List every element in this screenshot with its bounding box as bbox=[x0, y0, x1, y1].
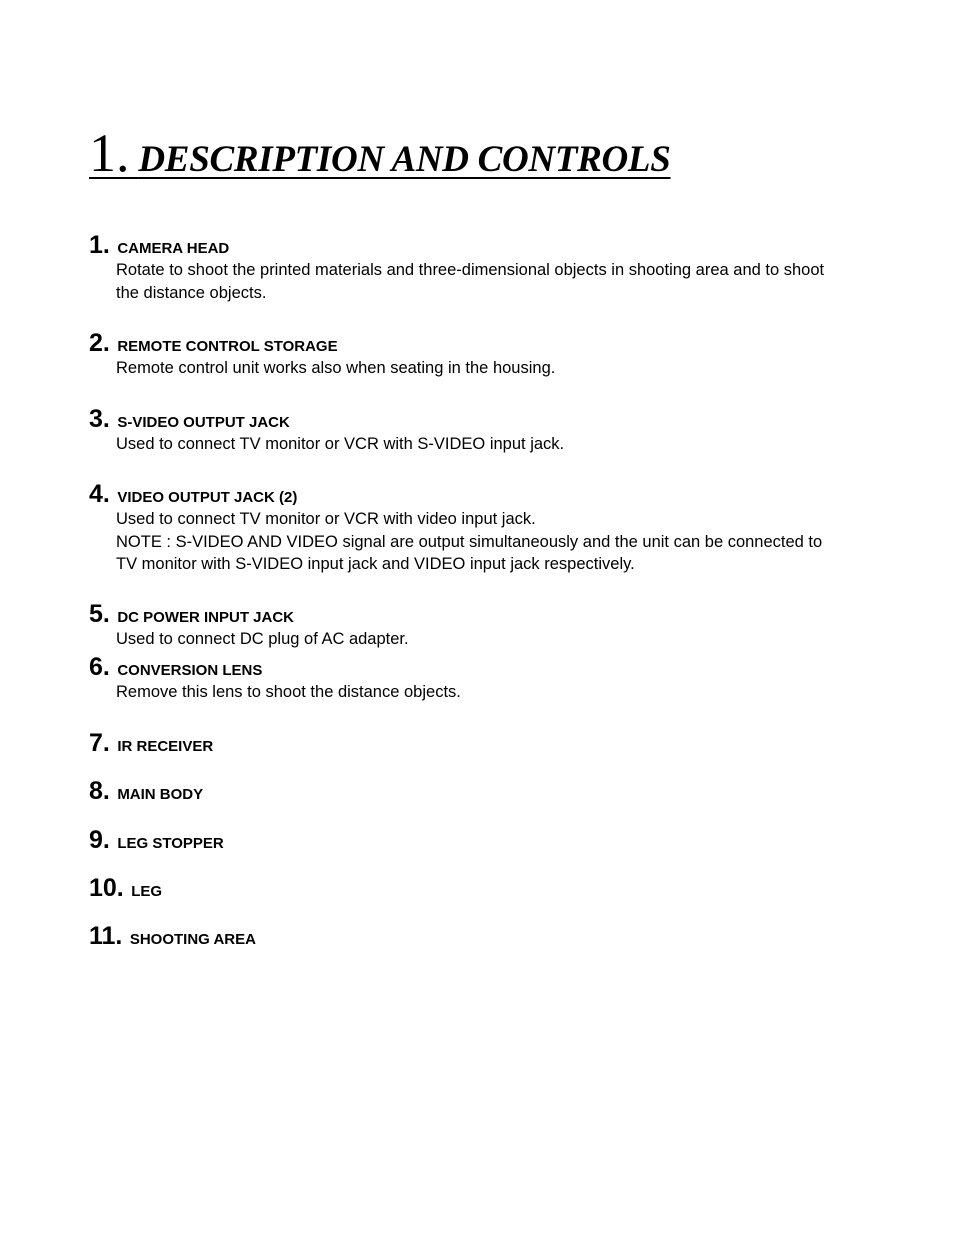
item-label: CAMERA HEAD bbox=[117, 240, 230, 257]
item-number: 10. bbox=[89, 874, 124, 902]
list-item-ir-receiver bbox=[89, 729, 869, 757]
description-line: Remove this lens to shoot the distance objects. bbox=[116, 683, 461, 701]
item-number: 3. bbox=[89, 405, 110, 433]
item-number: 6. bbox=[89, 653, 110, 681]
item-number: 5. bbox=[89, 600, 110, 628]
description-line: Used to connect DC plug of AC adapter. bbox=[116, 630, 409, 648]
item-label: LEG STOPPER bbox=[117, 835, 224, 852]
description-line: the distance objects. bbox=[116, 283, 267, 302]
item-label: REMOTE CONTROL STORAGE bbox=[117, 338, 338, 355]
item-label: LEG bbox=[131, 883, 163, 900]
list-item-video-output-jack bbox=[89, 480, 869, 576]
item-label: SHOOTING AREA bbox=[129, 931, 256, 948]
item-number: 4. bbox=[89, 480, 110, 508]
item-description bbox=[116, 508, 869, 576]
title-text: DESCRIPTION AND CONTROLS bbox=[138, 139, 671, 180]
item-description bbox=[116, 628, 869, 651]
item-number: 8. bbox=[89, 777, 110, 805]
description-line: Used to connect TV monitor or VCR with video input jack. bbox=[116, 510, 536, 528]
list-item-leg bbox=[89, 874, 869, 902]
item-number: 2. bbox=[89, 329, 110, 357]
description-line: Used to connect TV monitor or VCR with S-VIDEO input jack. bbox=[116, 435, 565, 453]
page-title bbox=[89, 123, 671, 183]
item-description bbox=[116, 259, 869, 304]
item-number: 11. bbox=[89, 922, 123, 950]
item-description bbox=[116, 357, 869, 380]
list-item-conversion-lens bbox=[89, 653, 869, 704]
item-label: MAIN BODY bbox=[117, 786, 204, 803]
item-label: DC POWER INPUT JACK bbox=[117, 609, 294, 626]
item-label: VIDEO OUTPUT JACK (2) bbox=[117, 489, 298, 506]
item-description bbox=[116, 681, 869, 704]
list-item-shooting-area bbox=[89, 922, 869, 950]
item-description bbox=[116, 433, 869, 456]
item-label: S-VIDEO OUTPUT JACK bbox=[117, 414, 290, 431]
item-number: 7. bbox=[89, 729, 110, 757]
item-label: CONVERSION LENS bbox=[117, 662, 263, 679]
note-line: NOTE : S-VIDEO AND VIDEO signal are output simultaneously and the unit can be connected to bbox=[116, 532, 823, 551]
list-item-s-video-output-jack bbox=[89, 405, 869, 456]
description-line: Remote control unit works also when seating in the housing. bbox=[116, 359, 556, 377]
item-number: 9. bbox=[89, 826, 110, 854]
list-item-dc-power-input-jack bbox=[89, 600, 869, 651]
note-line: TV monitor with S-VIDEO input jack and VIDEO input jack respectively. bbox=[116, 555, 635, 573]
item-number: 1. bbox=[89, 231, 110, 259]
list-item-remote-control-storage bbox=[89, 329, 869, 380]
title-number: 1. bbox=[89, 123, 130, 183]
list-item-leg-stopper bbox=[89, 826, 869, 854]
description-line: Rotate to shoot the printed materials and three-dimensional objects in shooting area and to shoot bbox=[116, 261, 825, 279]
list-item-camera-head bbox=[89, 231, 869, 304]
item-label: IR RECEIVER bbox=[117, 738, 214, 755]
list-item-main-body bbox=[89, 777, 869, 805]
